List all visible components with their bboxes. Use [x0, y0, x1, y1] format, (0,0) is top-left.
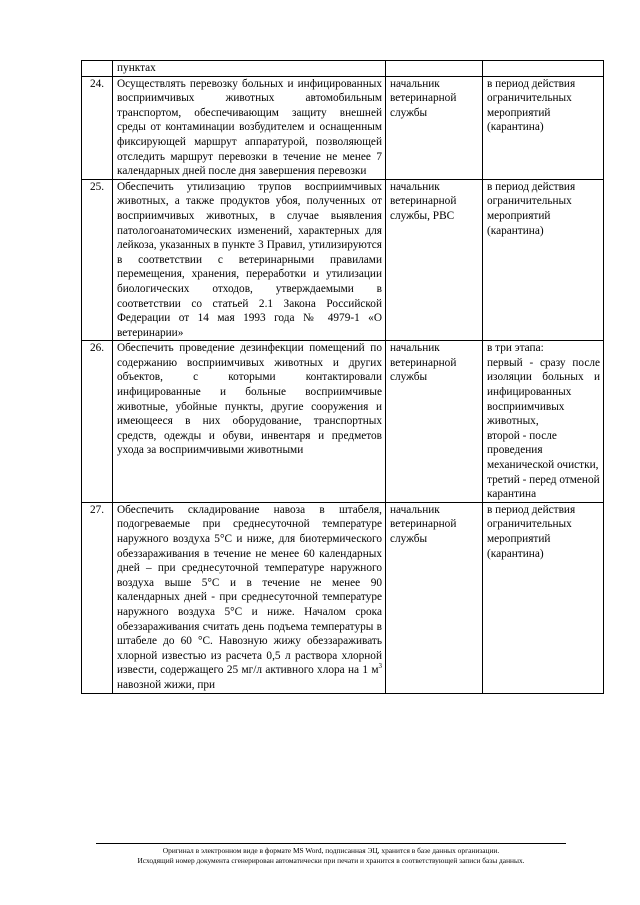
term-stage: второй - после проведения механической очистки,	[487, 429, 599, 472]
carry-over-text: пунктах	[113, 61, 386, 77]
footer-line: Исходящий номер документа сгенерирован автоматически при печати и хранится в соответствующей записи базы данных.	[137, 856, 525, 865]
measures-table	[81, 60, 604, 694]
superscript: 3	[378, 662, 382, 671]
table-row	[82, 502, 604, 693]
footer-line: Оригинал в электронном виде в формате MS Word, подписанная ЭЦ, хранится в базе данных организации.	[162, 846, 500, 855]
row-description: Обеспечить утилизацию трупов восприимчивых животных, а также продуктов убоя, полученных от восприимчивых животных, в случае выявления патологоанатомических изменений, характерных для лейкоза, указанных в пункте 3 Правил, утилизируются в соответствии с ветеринарными правилами перемещения, хранения, переработки и утилизации биологических отходов, утверждаемыми в соответствии со статьей 2.1 Закона Российской Федерации от 14 мая 1993 года № 4979-1 «О ветеринарии»	[113, 179, 386, 341]
table-row	[82, 179, 604, 341]
row-description: Обеспечить складирование навоза в штабеля, подогреваемые при среднесуточной температуре наружного воздуха 5°С и ниже, для биотермического обеззараживания в течение не менее 60 календарных дней – при среднесуточной температуре наружного воздуха выше 5°С и в течение не менее 90 календарных дней - при среднесуточной температуре наружного воздуха 5°С и ниже. Началом срока обеззараживания считать день подъема температуры в штабеле до 60 °С. Навозную жижу обеззараживать хлорной известью из расчета 0,5 л раствора хлорной извести, содержащего 25 мг/л активного хлора на 1 $м^3$ навозной жижи, при	[113, 502, 386, 693]
row-number: 27.	[82, 502, 113, 693]
row-number: 25.	[82, 179, 113, 341]
table-row	[82, 61, 604, 77]
row-description: Обеспечить проведение дезинфекции помещений по содержанию восприимчивых животных и других объектов, с которыми контактировали инфицированные и больные восприимчивые животные, убойные пункты, другие сооружения и имеющееся в них оборудование, транспортных средств, одежды и обуви, инвентаря и предметов ухода за восприимчивыми животными	[113, 341, 386, 503]
row-responsible: начальник ветеринарной службы	[386, 502, 483, 693]
term-stage: в три этапа:	[487, 342, 544, 355]
row-term	[483, 341, 604, 503]
page-footer	[96, 843, 566, 866]
row-responsible: начальник ветеринарной службы, РВС	[386, 179, 483, 341]
table-row	[82, 76, 604, 179]
table-row	[82, 341, 604, 503]
row-term: в период действия ограничительных мероприятий (карантина)	[483, 76, 604, 179]
row-responsible: начальник ветеринарной службы	[386, 341, 483, 503]
term-stage: третий - перед отменой карантина	[487, 473, 600, 501]
term-stage: первый - сразу после изоляции больных и инфицированных восприимчивых животных,	[487, 356, 600, 428]
row-responsible: начальник ветеринарной службы	[386, 76, 483, 179]
row-term: в период действия ограничительных мероприятий (карантина)	[483, 502, 604, 693]
row-number: 26.	[82, 341, 113, 503]
row-term: в период действия ограничительных мероприятий (карантина)	[483, 179, 604, 341]
row-description: Осуществлять перевозку больных и инфицированных восприимчивых животных автомобильным транспортом, обеспечивающим защиту внешней среды от контаминации возбудителем и оснащенным фиксирующей маршрут аппаратурой, позволяющей отследить маршрут перевозки в течение не менее 7 календарных дней после дня завершения перевозки	[113, 76, 386, 179]
row-number: 24.	[82, 76, 113, 179]
